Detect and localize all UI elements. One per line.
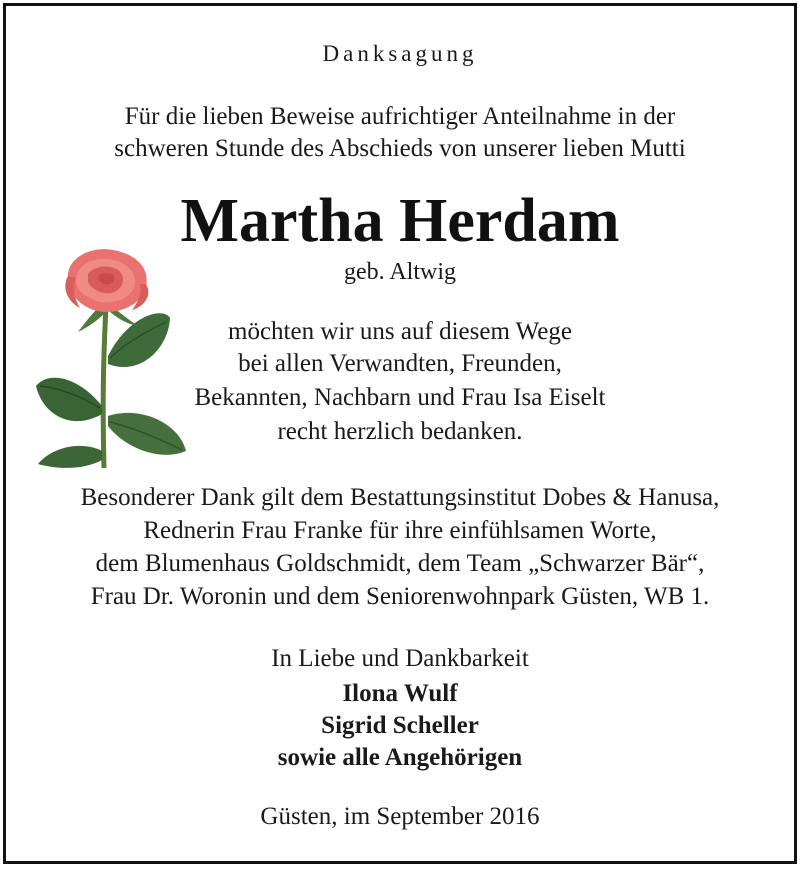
signatory-2: Sigrid Scheller: [321, 712, 479, 739]
thanks-line-3: dem Blumenhaus Goldschmidt, dem Team „Schwarzer Bär“,: [95, 550, 705, 577]
place-date: Güsten, im September 2016: [260, 803, 540, 830]
birth-name: geb. Altwig: [344, 259, 456, 285]
deceased-name: Martha Herdam: [180, 187, 620, 255]
thanks-line-2: Rednerin Frau Franke für ihre einfühlsamen Worte,: [143, 517, 657, 544]
thanks-line-1: Besonderer Dank gilt dem Bestattungsinstitut Dobes & Hanusa,: [80, 484, 720, 511]
intro-line-2: schweren Stunde des Abschieds von unserer lieben Mutti: [114, 135, 686, 162]
intro-line-1: Für die lieben Beweise aufrichtiger Anteilnahme in der: [124, 103, 676, 130]
message-line-1: möchten wir uns auf diesem Wege: [228, 318, 572, 345]
notice-heading: Danksagung: [322, 41, 478, 66]
message-line-2: bei allen Verwandten, Freunden,: [238, 350, 562, 377]
thanks-line-4: Frau Dr. Woronin und dem Seniorenwohnpark Güsten, WB 1.: [90, 583, 710, 610]
message-line-4: recht herzlich bedanken.: [277, 418, 523, 445]
closing-text: In Liebe und Dankbarkeit: [271, 645, 529, 672]
signatory-3: sowie alle Angehörigen: [277, 744, 523, 771]
notice-frame: [3, 3, 797, 864]
signatory-1: Ilona Wulf: [342, 680, 458, 707]
message-line-3: Bekannten, Nachbarn und Frau Isa Eiselt: [194, 384, 606, 411]
